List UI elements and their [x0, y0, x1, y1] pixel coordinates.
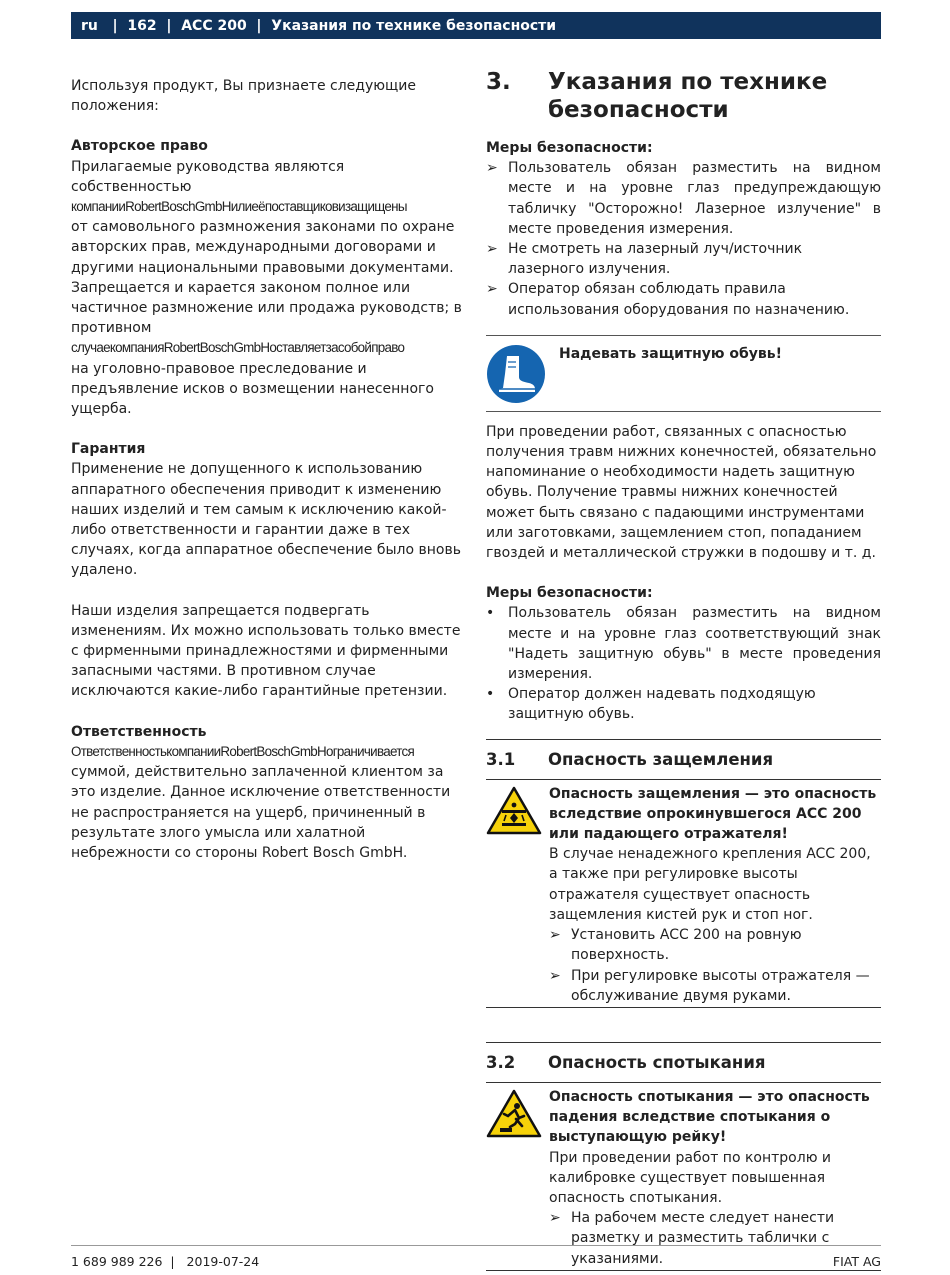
- liability-heading: Ответственность: [71, 723, 207, 740]
- part-number: 1 689 989 226: [71, 1254, 163, 1269]
- trip-hazard-icon: [486, 1087, 549, 1269]
- measures-heading: Меры безопасности:: [486, 140, 653, 156]
- warranty-heading: Гарантия: [71, 441, 146, 458]
- copyright-line-2: компанииRobertBoschGmbHилиеёпоставщиковизащищены: [71, 199, 407, 215]
- measures2-heading: Меры безопасности:: [486, 585, 653, 602]
- warranty-paragraph-1: Применение не допущенного к использованию аппаратного обеспечения приводит к изменению наших изделий и тем самым к исключению какой-либо ответственности и гарантии даже в тех случаях, когда аппаратное обеспечение было вновь удалено.: [71, 461, 461, 579]
- shoes-paragraph: При проведении работ, связанных с опасностью получения травм нижних конечностей, обязательно напоминание о необходимости надеть защитную обувь. Получение травмы нижних конечностей может быть связано с падающими инструментами или заготовками, защемлением стоп, попаданием гвоздей и металлической стружки в подошву и т. д.: [486, 423, 877, 562]
- trip-hazard-warning: [486, 1083, 881, 1271]
- header-lang: ru: [81, 17, 98, 34]
- footer-left: 1 689 989 226 | 2019-07-24: [71, 1254, 260, 1269]
- list-item: ➢ При регулировке высоты отражателя — обслуживание двумя руками.: [549, 966, 881, 1006]
- safety-shoes-notice: [486, 336, 881, 411]
- footer-company: FIAT AG: [832, 1254, 881, 1269]
- header-page: 162: [127, 17, 157, 34]
- list-item: ➢ Оператор обязан соблюдать правила использования оборудования по назначению.: [486, 279, 881, 319]
- arrow-icon: ➢: [549, 1210, 561, 1227]
- warranty-paragraph-2: Наши изделия запрещается подвергать изменениям. Их можно использовать только вместе с фирменными принадлежностями и фирменными запасными частями. В противном случае исключаются какие-либо гарантийные претензии.: [71, 602, 461, 700]
- left-column: [71, 76, 466, 863]
- header-title: Указания по технике безопасности: [271, 17, 557, 34]
- warning-title: Опасность спотыкания — это опасность падения вследствие спотыкания о выступающую рейку!: [549, 1088, 870, 1146]
- intro-text: Используя продукт, Вы признаете следующие положения:: [71, 78, 416, 115]
- copyright-heading: Авторское право: [71, 138, 208, 155]
- header-product: ACC 200: [181, 17, 247, 34]
- liability-line-2: суммой, действительно заплаченной клиентом за это изделие. Данное исключение ответственности не распространяется на ущерб, причиненный в результате злого умысла или халатной небрежности со стороны Robert Bosch GmbH.: [71, 764, 451, 861]
- arrow-icon: ➢: [486, 281, 498, 298]
- list-item: ➢ Не смотреть на лазерный луч/источник лазерного излучения.: [486, 239, 881, 279]
- chapter-title-text: Указания по технике безопасности: [548, 69, 828, 123]
- arrow-icon: ➢: [486, 160, 498, 177]
- arrow-icon: ➢: [549, 927, 561, 944]
- bullet-icon: •: [486, 686, 495, 703]
- section-3-2-heading: 3.2 Опасность спотыкания: [486, 1042, 881, 1083]
- page-header: ru | 162 | ACC 200 | Указания по технике безопасности: [71, 12, 881, 39]
- chapter-number: 3.: [486, 69, 511, 95]
- crush-hazard-warning: [486, 780, 881, 1008]
- arrow-icon: ➢: [549, 967, 561, 984]
- notice-title: Надевать защитную обувь!: [559, 345, 782, 362]
- safety-boot-icon: [486, 344, 559, 411]
- footer-divider: [71, 1245, 881, 1246]
- list-item: • Оператор должен надевать подходящую защитную обувь.: [486, 684, 881, 724]
- chapter-title: [486, 68, 881, 124]
- right-column: [486, 68, 881, 1271]
- copyright-line-4: случаекомпанияRobertBoschGmbHоставляетзасобойправо: [71, 340, 405, 356]
- warning-text: При проведении работ по контролю и калибровке существует повышенная опасность спотыкания.: [549, 1149, 832, 1206]
- copyright-line-5: на уголовно-правовое преследование и предъявление исков о возмещении нанесенного ущерба.: [71, 360, 434, 418]
- list-item: ➢ Установить ACC 200 на ровную поверхность.: [549, 925, 881, 965]
- section-3-1-heading: 3.1 Опасность защемления: [486, 739, 881, 780]
- bullet-icon: •: [486, 605, 495, 622]
- warning-text: В случае ненадежного крепления ACC 200, а также при регулировке высоты отражателя существует опасность защемления кистей рук и стоп ног.: [549, 846, 871, 923]
- crush-hazard-icon: [486, 784, 549, 1006]
- arrow-icon: ➢: [486, 241, 498, 258]
- list-item: • Пользователь обязан разместить на видном месте и на уровне глаз соответствующий знак "Надеть защитную обувь" в месте проведения измерения.: [486, 603, 881, 684]
- copyright-line-3: от самовольного размножения законами по охране авторских прав, международными договорами и другими национальными правовыми документами. Запрещается и карается законом полное или частичное размножение или продажа руководств; в противном: [71, 219, 462, 337]
- warning-title: Опасность защемления — это опасность вследствие опрокинувшегося ACC 200 или падающего отражателя!: [549, 785, 877, 843]
- footer-date: 2019-07-24: [186, 1254, 260, 1269]
- copyright-line-1: Прилагаемые руководства являются собственностью: [71, 158, 345, 195]
- list-item: ➢ Пользователь обязан разместить на видном месте и на уровне глаз предупреждающую табличку "Осторожно! Лазерное излучение" в месте проведения измерения.: [486, 158, 881, 239]
- liability-line-1: ОтветственностькомпанииRobertBoschGmbHограничивается: [71, 743, 415, 759]
- list-item: ➢ На рабочем месте следует нанести разметку и разместить таблички с указаниями.: [549, 1208, 881, 1269]
